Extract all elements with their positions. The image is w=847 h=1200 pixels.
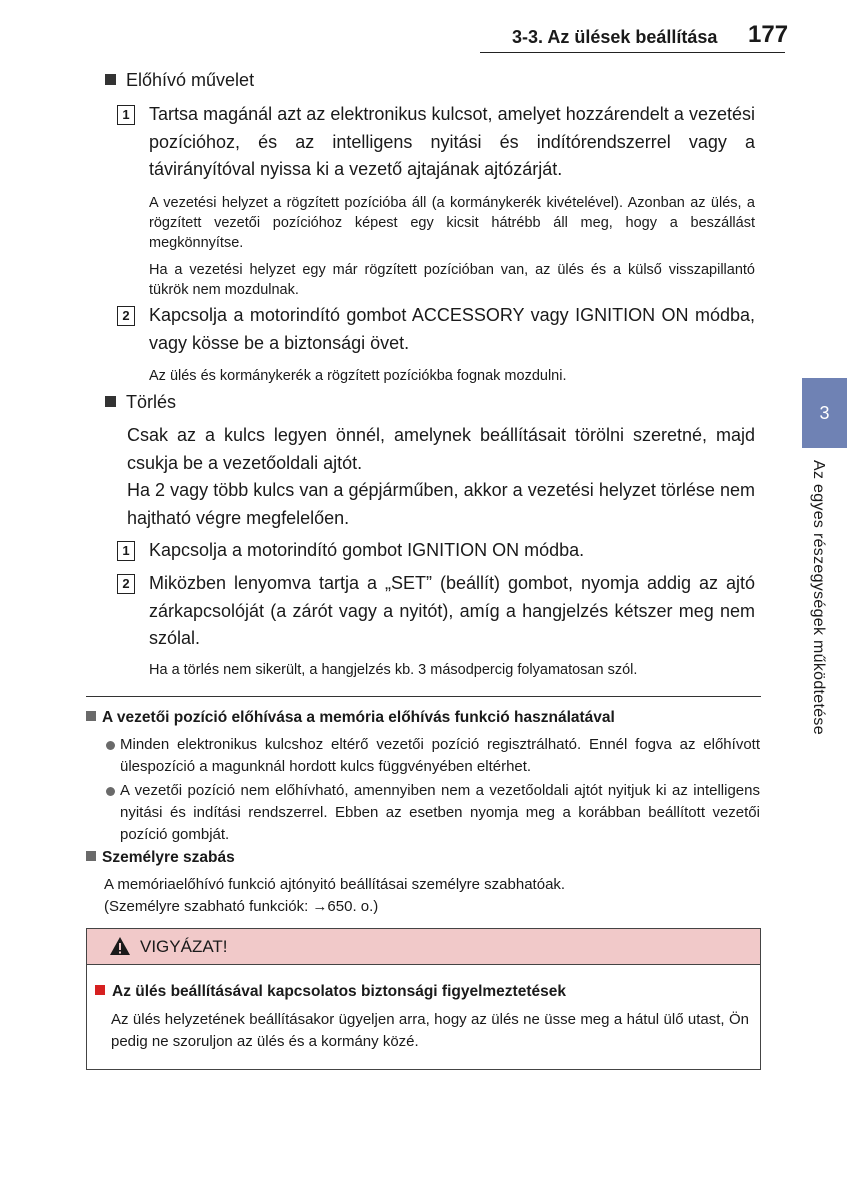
recall-step-1-text: Tartsa magánál azt az elektronikus kulcsot, amelyet hozzárendelt a vezetési pozícióhoz, és az intelligens nyitási és indítórendszerrel vagy a távirányítóval nyissa ki a vezető ajtajának ajtózárját. <box>149 104 755 179</box>
note-heading-customization: Személyre szabás <box>86 849 235 867</box>
section-divider <box>86 696 761 697</box>
header-rule <box>480 52 785 53</box>
page-number: 177 <box>748 21 789 48</box>
warning-title: VIGYÁZAT! <box>140 937 228 956</box>
note-bullet-1: Minden elektronikus kulcshoz eltérő vezetői pozíció regisztrálható. Ennél fogva az előhívott ülespozíció a magunknál hordott kulcs függvényében eltérhet. <box>120 736 760 775</box>
recall-step-2-text: Kapcsolja a motorindító gombot ACCESSORY vagy IGNITION ON módba, vagy kösse be a biztonsági övet. <box>149 305 755 353</box>
red-square-icon <box>95 985 105 995</box>
delete-step-1-text: Kapcsolja a motorindító gombot IGNITION ON módba. <box>149 540 585 560</box>
square-bullet-icon <box>86 711 96 721</box>
square-bullet-icon <box>105 396 116 407</box>
square-bullet-icon <box>105 74 116 85</box>
chapter-tab-label: Az egyes részegységek működtetése <box>810 460 827 735</box>
step-number-1: 1 <box>117 105 135 125</box>
chapter-title: 3-3. Az ülések beállítása <box>512 27 718 47</box>
recall-step-2-note: Az ülés és kormánykerék a rögzített pozíciókba fognak mozdulni. <box>149 368 567 384</box>
section-heading-delete: Törlés <box>105 392 176 413</box>
delete-step-2-note: Ha a törlés nem sikerült, a hangjelzés kb. 3 másodpercig folyamatosan szól. <box>149 662 638 678</box>
warning-text: Az ülés helyzetének beállításakor ügyeljen arra, hogy az ülés ne üsse meg a hátul ülő utast, Ön pedig ne szoruljon az ülés és a kormány közé. <box>111 1011 749 1050</box>
recall-step-1-note-2: Ha a vezetési helyzet egy már rögzített pozícióban van, az ülés és a külső visszapillantó tükrök nem mozdulnak. <box>149 262 755 298</box>
chapter-tab-number: 3 <box>819 402 830 423</box>
step-number-2: 2 <box>117 574 135 594</box>
delete-paragraph-1: Csak az a kulcs legyen önnél, amelynek beállításait törölni szeretné, majd csukja be a vezetőoldali ajtót. <box>127 425 755 473</box>
delete-step-2-text: Miközben lenyomva tartja a „SET” (beállít) gombot, nyomja addig az ajtó zárkapcsolóját (a zárót vagy a nyitót), amíg a hangjelzés kétszer meg nem szólal. <box>149 573 755 648</box>
customization-text: A memóriaelőhívó funkció ajtónyitó beállításai személyre szabhatóak. (Személyre szabható funkciók: →650. o.) <box>104 876 566 915</box>
note-heading-memory-recall: A vezetői pozíció előhívása a memória előhívás funkció használatával <box>86 709 615 727</box>
round-bullet-icon <box>106 787 115 796</box>
recall-step-1-note-1: A vezetési helyzet a rögzített pozícióba áll (a kormánykerék kivételével). Azonban az ülés, a rögzített vezetői pozícióhoz képest egy kicsit hátrébb áll meg, hogy a beszállást megkönnyítse. <box>149 195 755 251</box>
warning-subheading: Az ülés beállításával kapcsolatos biztonsági figyelmeztetések <box>95 983 566 1001</box>
warning-box <box>86 928 761 1070</box>
note-bullet-2: A vezetői pozíció nem előhívható, amennyiben nem a vezetőoldali ajtót nyitjuk ki az intelligens nyitási és indítási rendszerrel. Ebben az esetben nyomja meg a korábban beállított vezetői pozíció gombját. <box>120 782 760 843</box>
step-number-1: 1 <box>117 541 135 561</box>
section-heading-recall: Előhívó művelet <box>105 70 254 91</box>
delete-paragraph-2: Ha 2 vagy több kulcs van a gépjárműben, akkor a vezetési helyzet törlése nem hajtható végre megfelelően. <box>127 480 755 528</box>
round-bullet-icon <box>106 741 115 750</box>
step-number-2: 2 <box>117 306 135 326</box>
square-bullet-icon <box>86 851 96 861</box>
warning-header <box>87 929 760 965</box>
warning-triangle-icon <box>109 936 131 956</box>
chapter-tab[interactable] <box>802 378 847 448</box>
